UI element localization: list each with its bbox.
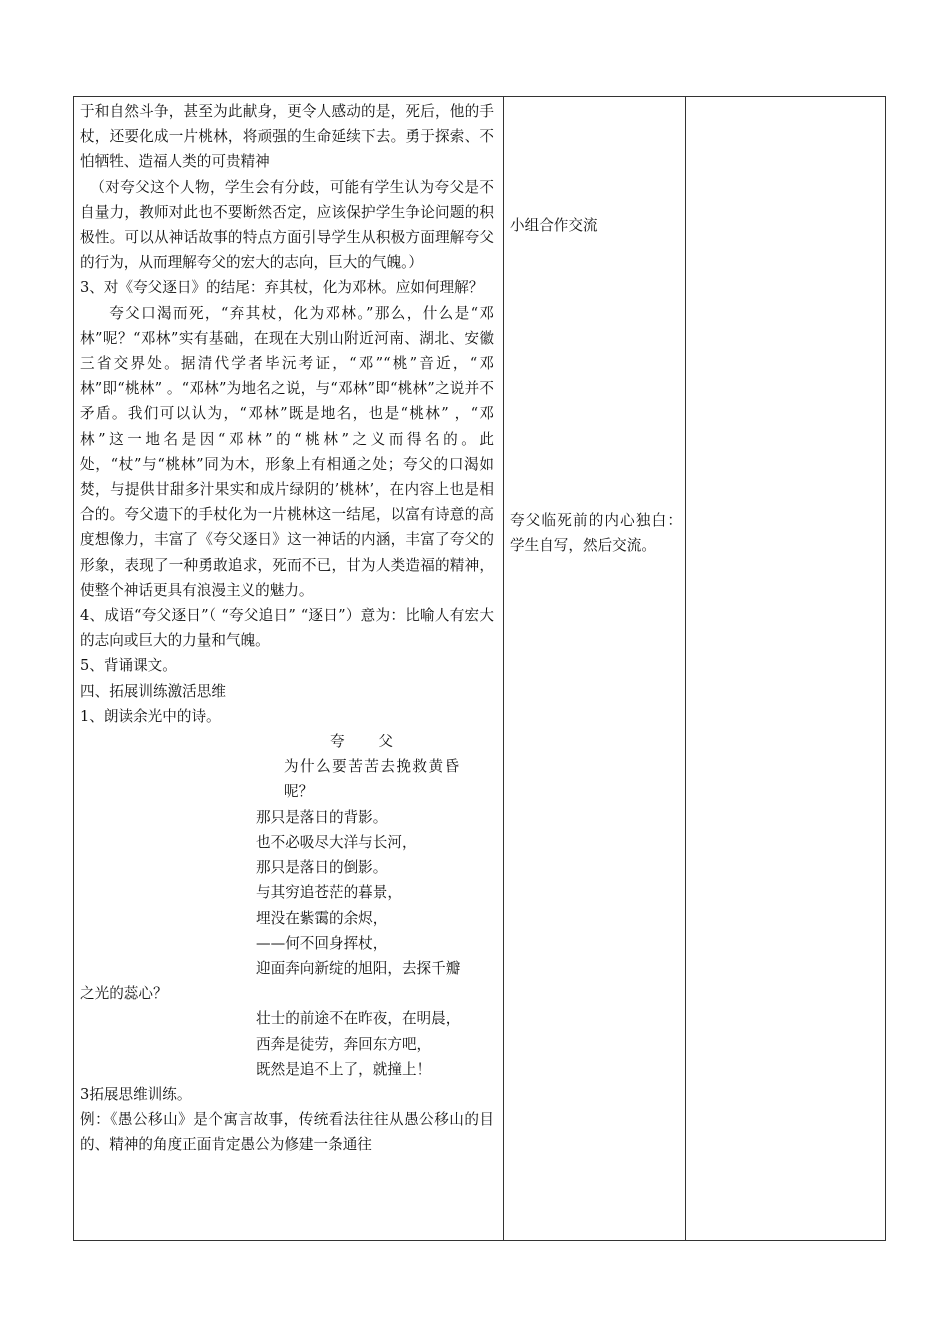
poem-line: 既然是追不上了，就撞上！ bbox=[256, 1060, 432, 1078]
poem-line: 也不必吸尽大洋与长河， bbox=[256, 833, 417, 851]
poem-line: ——何不回身挥杖， bbox=[256, 934, 388, 952]
column-divider bbox=[685, 97, 686, 1240]
section-heading: 3拓展思维训练。 bbox=[80, 1085, 192, 1103]
paragraph: 于和自然斗争，甚至为此献身，更令人感动的是，死后，他的手杖，还要化成一片桃林，将顽强的生命延续下去。勇于探索、不怕牺牲、造福人类的可贵精神 bbox=[80, 103, 494, 171]
poem-line: 西奔是徒劳，奔回东方吧， bbox=[256, 1035, 432, 1053]
poem-line: 为什么要苦苦去挽救黄昏 bbox=[284, 758, 461, 776]
question-5: 5、背诵课文。 bbox=[80, 657, 177, 675]
teacher-note: （对夸父这个人物，学生会有分歧，可能有学生认为夸父是不自量力，教师对此也不要断然否定，应该保护学生争论问题的积极性。可以从神话故事的特点方面引导学生从积极方面理解夸父的行为，从而理解夸父的宏大的志向，巨大的气魄。） bbox=[80, 178, 494, 272]
activity-note-text: 夸父临死前的内心独白：学生自写，然后交流。 bbox=[510, 512, 682, 555]
poem-line: 迎面奔向新绽的旭阳，去探千瓣 bbox=[256, 959, 461, 977]
activity-note-text: 小组合作交流 bbox=[510, 217, 598, 234]
section-heading: 四、拓展训练激活思维 bbox=[80, 682, 226, 700]
poem-line: 与其穷追苍茫的暮景， bbox=[256, 884, 402, 902]
lesson-table bbox=[73, 96, 886, 1241]
teaching-content-column bbox=[80, 99, 494, 1158]
paragraph: 夸父口渴而死，“弃其杖，化为邓林。”那么，什么是“邓林”呢？“邓林”实有基础，在现在大别山附近河南、湖北、安徽三省交界处。据清代学者毕沅考证，“邓”“桃”音近，“邓林”即“桃林” 。“邓林”为地名之说，与“邓林”即“桃林”之说并不矛盾。我们可以认为，“邓林”既是地名，也是“桃林” ，“邓林”这一地名是因“邓林”的“桃林”之义而得名的。此处，“杖”与“桃林”同为木，形象上有相通之处；夸父的口渴如焚，与提供甘甜多汁果实和成片绿阴的’桃林’，在内容上也是相合的。夸父遗下的手杖化为一片桃林这一结尾，以富有诗意的高度想像力，丰富了《夸父逐日》这一神话的内涵，丰富了夸父的形象，表现了一种勇敢追求，死而不已，甘为人类造福的精神，使整个神话更具有浪漫主义的魅力。 bbox=[80, 304, 494, 599]
activity-note bbox=[510, 213, 682, 238]
question-3: 3、对《夸父逐日》的结尾：弃其杖，化为邓林。应如何理解？ bbox=[80, 279, 484, 297]
activity-note bbox=[510, 508, 682, 558]
poem-title: 夸 父 bbox=[330, 733, 408, 751]
poem-line: 壮士的前途不在昨夜，在明晨， bbox=[256, 1010, 461, 1028]
poem-line: 那只是落日的倒影。 bbox=[256, 859, 388, 877]
poem-line: 埋没在紫霭的余烬， bbox=[256, 909, 388, 927]
column-divider bbox=[503, 97, 504, 1240]
poem-line: 之光的蕊心？ bbox=[80, 985, 168, 1003]
question-4: 4、成语“夸父逐日”（ “夸父追日” “逐日”）意为：比喻人有宏大的志向或巨大的力量和气魄。 bbox=[80, 607, 494, 650]
question-4-1: 1、朗读余光中的诗。 bbox=[80, 707, 221, 725]
poem-line: 那只是落日的背影。 bbox=[256, 808, 388, 826]
poem-line: 呢？ bbox=[284, 783, 314, 801]
example-paragraph: 例：《愚公移山》是个寓言故事，传统看法往往从愚公移山的目的、精神的角度正面肯定愚公为修建一条通往 bbox=[80, 1111, 494, 1154]
